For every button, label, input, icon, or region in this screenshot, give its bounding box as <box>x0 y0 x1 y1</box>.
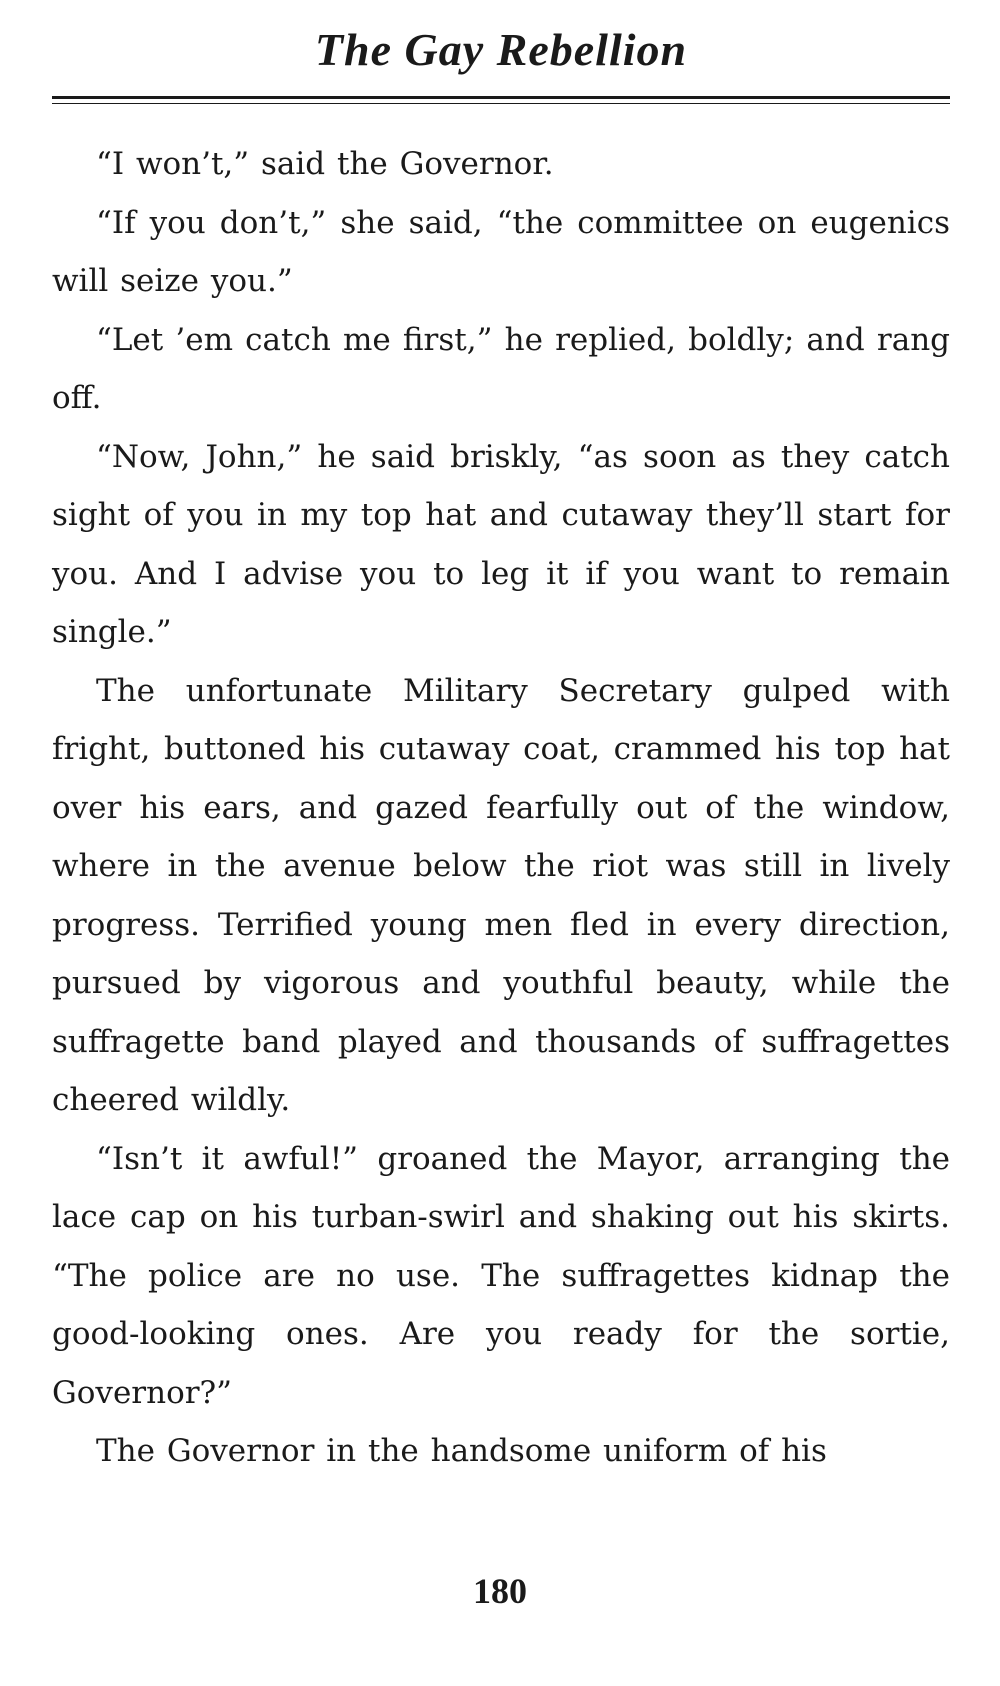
paragraph-7: The Governor in the handsome uniform of his <box>96 1433 827 1469</box>
header-rule-thin <box>52 103 950 104</box>
header-rule-thick <box>52 96 950 99</box>
paragraph-4: “Now, John,” he said briskly, “as soon as they catch sight of you in my top hat and cutaway they’ll start for you. And I advise you to leg it if you want to remain single.” <box>52 438 950 650</box>
paragraph-3: “Let ’em catch me first,” he replied, boldly; and rang off. <box>52 321 950 416</box>
paragraph-2: “If you don’t,” she said, “the committee on eugenics will seize you.” <box>52 204 950 299</box>
page-number: 180 <box>473 1571 527 1611</box>
body-text <box>52 135 950 1481</box>
paragraph-1: “I won’t,” said the Governor. <box>96 146 554 182</box>
paragraph-6: “Isn’t it awful!” groaned the Mayor, arranging the lace cap on his turban-swirl and shaking out his skirts. “The police are no use. The suffragettes kidnap the good-looking ones. Are you ready for the sortie, Governor?” <box>52 1140 950 1411</box>
running-head-title: The Gay Rebellion <box>314 24 688 75</box>
paragraph-5: The unfortunate Military Secretary gulped with fright, buttoned his cutaway coat, crammed his top hat over his ears, and gazed fearfully out of the window, where in the avenue below the riot was still in lively progress. Terrified young men fled in every direction, pursued by vigorous and youthful beauty, while the suffragette band played and thousands of suffragettes cheered wildly. <box>52 672 950 1118</box>
